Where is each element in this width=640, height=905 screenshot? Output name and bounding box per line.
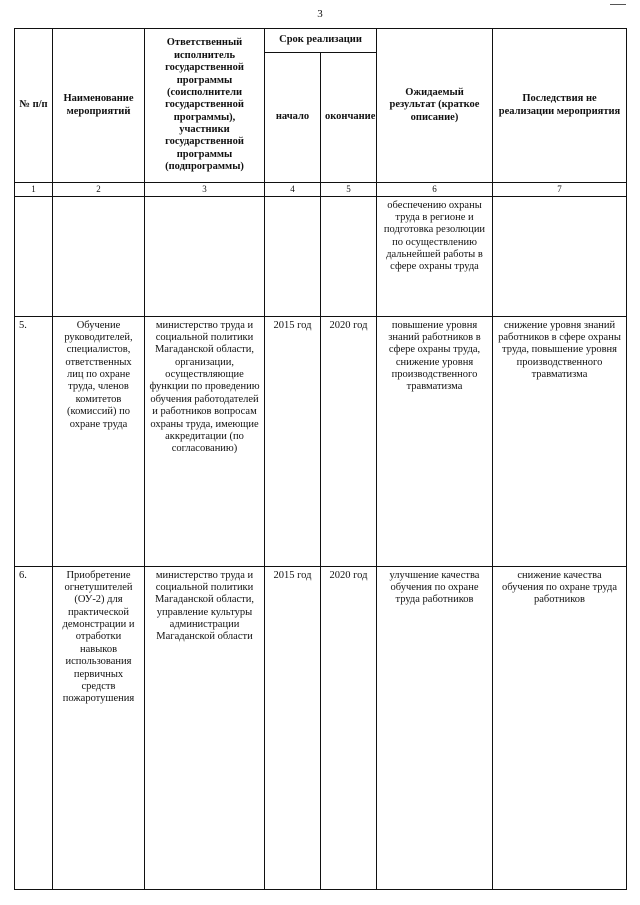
row-start [265, 196, 321, 316]
header-start: начало [265, 53, 321, 183]
table-row [15, 196, 627, 316]
row-responsible: министерство труда и социальной политики Магаданской области, организации, осуществляющие функции по проведению обучения работодателей и работников вопросам охраны труда, имеющие аккредитации (по согласованию) [145, 316, 265, 566]
row-num [15, 196, 53, 316]
program-measures-table [14, 28, 627, 890]
header-num: № п/п [15, 29, 53, 183]
row-name: Приобретение огнетушителей (ОУ-2) для практической демонстрации и отработки навыков использования первичных средств пожаротушения [53, 566, 145, 889]
scan-mark [610, 4, 626, 5]
column-number: 3 [145, 183, 265, 197]
column-number: 6 [377, 183, 493, 197]
row-expected: повышение уровня знаний работников в сфере охраны труда, снижение уровня производственного травматизма [377, 316, 493, 566]
table-row [15, 566, 627, 889]
row-consequences [493, 196, 627, 316]
header-expected: Ожидаемый результат (краткое описание) [377, 29, 493, 183]
header-end: окончание [321, 53, 377, 183]
header-name: Наименование мероприятий [53, 29, 145, 183]
column-number: 1 [15, 183, 53, 197]
row-consequences: снижение уровня знаний работников в сфере охраны труда, повышение уровня производственного травматизма [493, 316, 627, 566]
header-consequences: Последствия не реализации мероприятия [493, 29, 627, 183]
header-period: Срок реализации [265, 29, 377, 53]
column-number: 4 [265, 183, 321, 197]
row-responsible [145, 196, 265, 316]
column-number: 2 [53, 183, 145, 197]
header-responsible: Ответственный исполнитель государственной программы (соисполнители государственной программы), участники государственной программы (подпрограммы) [145, 29, 265, 183]
row-end [321, 196, 377, 316]
document-table-container [14, 28, 626, 890]
row-end: 2020 год [321, 316, 377, 566]
row-consequences: снижение качества обучения по охране труда работников [493, 566, 627, 889]
page-number: 3 [317, 8, 323, 20]
row-name [53, 196, 145, 316]
row-start: 2015 год [265, 566, 321, 889]
row-num: 6. [15, 566, 53, 889]
column-number: 5 [321, 183, 377, 197]
table-row [15, 316, 627, 566]
row-num: 5. [15, 316, 53, 566]
row-start: 2015 год [265, 316, 321, 566]
row-expected: улучшение качества обучения по охране труда работников [377, 566, 493, 889]
row-name: Обучение руководителей, специалистов, ответственных лиц по охране труда, членов комитетов (комиссий) по охране труда [53, 316, 145, 566]
row-responsible: министерство труда и социальной политики Магаданской области, управление культуры администрации Магаданской области [145, 566, 265, 889]
row-expected: обеспечению охраны труда в регионе и подготовка резолюции по осуществлению дальнейшей работы в сфере охраны труда [377, 196, 493, 316]
column-number-row [15, 183, 627, 197]
row-end: 2020 год [321, 566, 377, 889]
column-number: 7 [493, 183, 627, 197]
